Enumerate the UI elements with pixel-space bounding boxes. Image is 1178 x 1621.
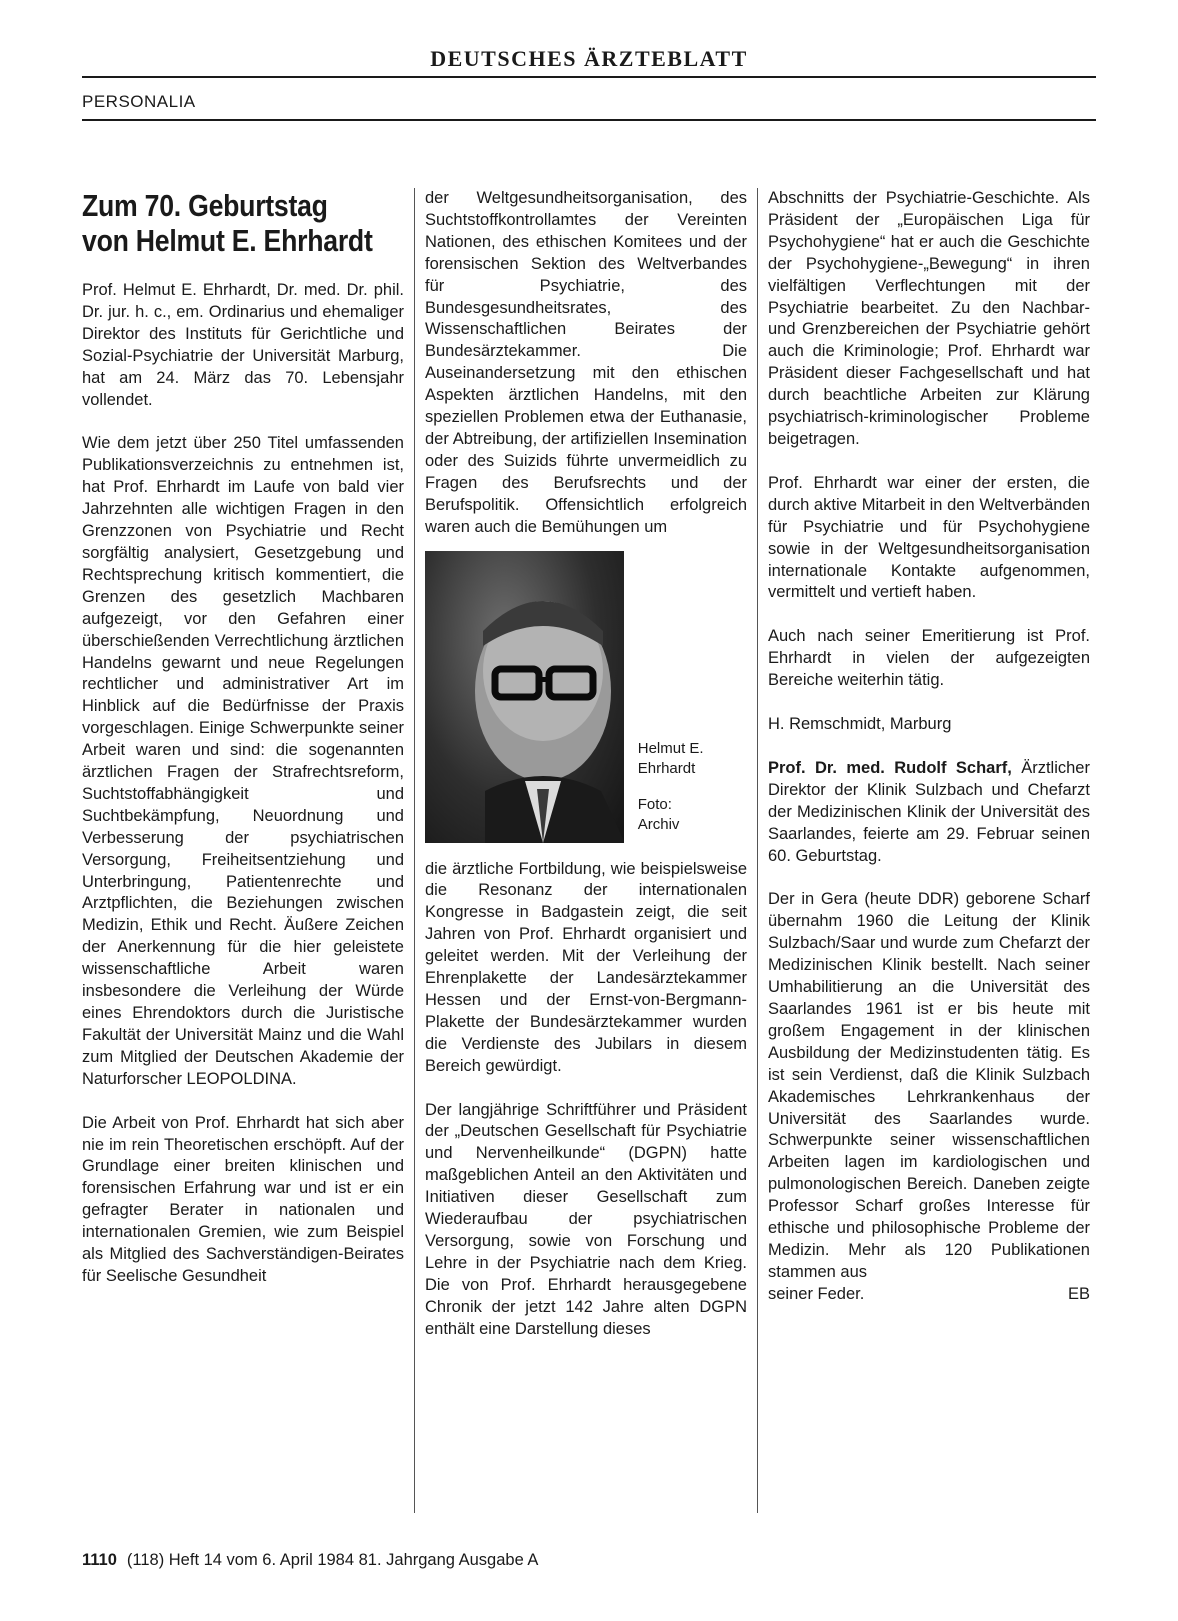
body-paragraph: Der langjährige Schriftführer und Präsident der „Deutschen Gesellschaft für Psychiatrie und Nervenheilkunde“ (DGPN) hatte maßgeblichen Anteil an den Aktivitäten und Initiativen dieser Gesellschaft zum Wiederaufbau der psychiatrischen Versorgung, sowie von Forschung und Lehre in der Psychiatrie nach dem Krieg. Die von Prof. Ehrhardt herausgegebene Chronik der jetzt 142 Jahre alten DGPN enthält eine Darstellung dieses: [425, 1100, 747, 1338]
section-rule: [82, 119, 1096, 121]
notice-intro: [768, 758, 1090, 868]
photo-credit: [638, 795, 747, 835]
headline: [82, 188, 405, 258]
masthead-rule: [82, 76, 1096, 78]
notice-body-end: seiner Feder.: [768, 1284, 865, 1303]
issue-info: (118) Heft 14 vom 6. April 1984 81. Jahrgang Ausgabe A: [126, 1551, 539, 1569]
body-paragraph: die ärztliche Fortbildung, wie beispielsweise die Resonanz der internationalen Kongresse in Badgastein zeigt, die seit Jahren von Prof. Ehrhardt organisiert und geleitet werden. Mit der Verleihung der Ehrenplakette der Landesärztekammer Hessen und der Ernst-von-Bergmann-Plakette der Bundesärztekammer wurden die Verdienste des Jubilars in diesem Bereich gewürdigt.: [425, 859, 747, 1075]
notice-intro-text: Ärztlicher Direktor der Klinik Sulzbach und Chefarzt der Medizinischen Klinik der Universität des Saarlandes, feierte am 29. Februar seinen 60. Geburtstag.: [768, 758, 1090, 865]
page-footer: [82, 1550, 538, 1570]
body-paragraph: der Weltgesundheitsorganisation, des Suchtstoffkontrollamtes der Vereinten Nationen, des ethischen Komitees und der forensischen Sektion des Weltverbandes für Psychiatrie, des Bundesgesundheitsrates, des Wissenschaftlichen Beirates der Bundesärztekammer. Die Auseinandersetzung mit den ethischen Aspekten ärztlichen Handelns, mit den speziellen Problemen etwa der Euthanasie, der Abtreibung, der artifiziellen Insemination oder des Suizids führte unvermeidlich zu Fragen des Berufsrechts und der Berufspolitik. Offensichtlich erfolgreich waren auch die Bemühungen um: [425, 189, 747, 536]
section-label: PERSONALIA: [82, 92, 196, 111]
portrait-photo: [425, 551, 624, 843]
body-paragraph: Abschnitts der Psychiatrie-Geschichte. Als Präsident der „Europäischen Liga für Psychohygiene“ hat er auch die Geschichte der Psychohygiene-„Bewegung“ in ihren vielfältigen Verflechtungen mit der Psychiatrie bearbeitet. Zu den Nachbar- und Grenzbereichen der Psychiatrie gehört auch die Kriminologie; Prof. Ehrhardt war Präsident dieser Fachgesellschaft und hat durch beachtliche Arbeiten zur Klärung psychiatrisch-kriminologischer Probleme beigetragen.: [768, 189, 1090, 448]
photo-block: [425, 551, 747, 843]
body-paragraph: Prof. Ehrhardt war einer der ersten, die durch aktive Mitarbeit in den Weltverbänden für Psychiatrie und für Psychohygiene sowie in der Weltgesundheitsorganisation internationale Kontakte aufgenommen, vermittelt und vertieft haben.: [768, 473, 1090, 602]
headline-line: Zum 70. Geburtstag: [82, 188, 328, 223]
author-signature: H. Remschmidt, Marburg: [768, 715, 952, 734]
column-divider: [757, 188, 758, 1513]
notice-name: Prof. Dr. med. Rudolf Scharf,: [768, 758, 1012, 777]
page-number: 1110: [82, 1551, 117, 1569]
photo-caption: [638, 551, 747, 843]
body-paragraph: Die Arbeit von Prof. Ehrhardt hat sich aber nie im rein Theoretischen erschöpft. Auf der Grundlage einer breiten klinischen und forensischen Erfahrung war und ist er ein gefragter Berater in nationalen und internationalen Gremien, wie zum Beispiel als Mitglied des Sachverständigen-Beirates für Seelische Gesundheit: [82, 1113, 404, 1285]
headline-line: von Helmut E. Ehrhardt: [82, 223, 373, 258]
column-2: [425, 188, 747, 1363]
body-paragraph: Wie dem jetzt über 250 Titel umfassenden Publikationsverzeichnis zu entnehmen ist, hat Prof. Ehrhardt im Laufe von bald vier Jahrzehnten alle wichtigen Fragen in den Grenzzonen von Psychiatrie und Recht sorgfältig analysiert, Gesetzgebung und Rechtsprechung kritisch kommentiert, die Grenzen des gesetzlich Machbaren aufgezeigt, vor den Gefahren einer überschießenden Verrechtlichung ärztlichen Handelns gewarnt und neue Regelungen rechtlicher und administrativer Art im Hinblick auf die Bedürfnisse der Praxis vorgeschlagen. Einige Schwerpunkte seiner Arbeit waren und sind: die sogenannten ärztlichen Fragen der Strafrechtsreform, Suchtstoffabhängigkeit und Suchtbekämpfung, Neuordnung und Verbesserung der psychiatrischen Versorgung, Freiheitsentziehung und Unterbringung, Patientenrechte und Arztpflichten, die Beziehungen zwischen Medizin, Ethik und Recht. Äußere Zeichen der Anerkennung für die hier geleistete wissenschaftliche Arbeit waren insbesondere die Verleihung der Würde eines Ehrendoktors durch die Juristische Fakultät der Universität Mainz und die Wahl zum Mitglied der Deutschen Akademie der Naturforscher LEOPOLDINA.: [82, 434, 404, 1088]
masthead: DEUTSCHES ÄRZTEBLATT: [430, 46, 748, 71]
body-paragraph: Auch nach seiner Emeritierung ist Prof. Ehrhardt in vielen der aufgezeigten Bereiche weiterhin tätig.: [768, 627, 1090, 690]
notice-author: EB: [1067, 1284, 1090, 1303]
photo-credit-label: Foto:: [637, 795, 672, 813]
column-1: [82, 188, 404, 1310]
notice-byline: [768, 1284, 1090, 1306]
column-divider: [414, 188, 415, 1513]
photo-credit-value: Archiv: [637, 815, 680, 833]
notice-body: Der in Gera (heute DDR) geborene Scharf übernahm 1960 die Leitung der Klinik Sulzbach/Saar und wurde zum Chefarzt der Medizinischen Klinik bestellt. Nach seiner Umhabilitierung an die Universität des Saarlandes 1961 ist er bis heute mit großem Engagement in der klinischen Ausbildung der Medizinstudenten tätig. Es ist sein Verdienst, daß die Klinik Sulzbach Akademisches Lehrkrankenhaus der Universität des Saarlandes wurde. Schwerpunkte seiner wissenschaftlichen Arbeiten lagen im kardiologischen und pulmonologischen Bereich. Daneben zeigte Professor Scharf großes Interesse für ethische und philosophische Probleme der Medizin. Mehr als 120 Publikationen stammen aus: [768, 890, 1090, 1281]
intro-paragraph: Prof. Helmut E. Ehrhardt, Dr. med. Dr. phil. Dr. jur. h. c., em. Ordinarius und ehemaliger Direktor des Instituts für Gerichtliche und Sozial-Psychiatrie der Universität Marburg, hat am 24. März das 70. Lebensjahr vollendet.: [82, 281, 404, 409]
caption-name: Helmut E. Ehrhardt: [637, 739, 704, 777]
column-3: [768, 188, 1090, 1306]
